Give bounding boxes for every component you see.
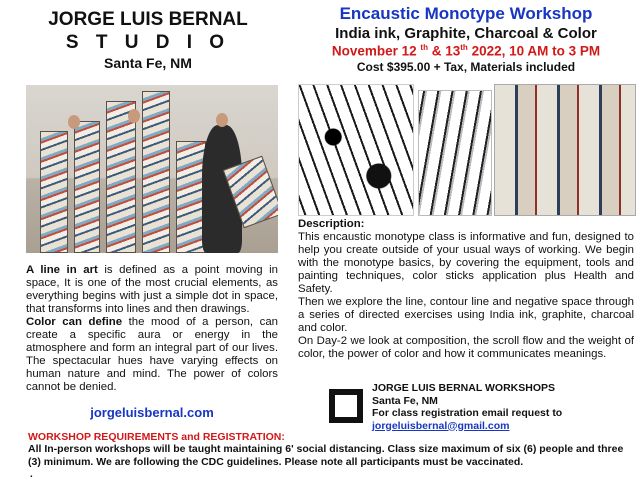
website-link[interactable]: jorgeluisbernal.com bbox=[90, 405, 214, 420]
date-sup2: th bbox=[460, 43, 468, 52]
studio-name-line1: JORGE LUIS BERNAL bbox=[48, 9, 248, 30]
date-part2: & 13 bbox=[427, 43, 461, 59]
workshop-media: India ink, Graphite, Charcoal & Color bbox=[335, 25, 597, 42]
line-definition bbox=[26, 264, 278, 316]
requirements-text: All In-person workshops will be taught maintaining 6' social distancing. Class size maximum of six (6) people and three (3) minimum. We are following the CDC guidelines. Please note all participants must be vaccinated. bbox=[28, 443, 624, 468]
studio-name bbox=[20, 8, 276, 54]
color-definition bbox=[26, 316, 278, 394]
frame-logo-icon bbox=[329, 389, 363, 423]
workshop-cost: Cost $395.00 + Tax, Materials included bbox=[356, 60, 576, 74]
date-sup1: th bbox=[420, 43, 428, 52]
contact-email-link[interactable]: jorgeluisbernal@gmail.com bbox=[372, 419, 510, 432]
contact-title: JORGE LUIS BERNAL WORKSHOPS bbox=[372, 382, 555, 394]
color-lead: Color can define bbox=[26, 316, 123, 328]
date-part1: November 12 bbox=[331, 43, 417, 59]
description-para2: Then we explore the line, contour line and negative space through a series of directed exercises using India ink, graphite, charcoal and color. bbox=[298, 296, 634, 334]
description-heading: Description: bbox=[298, 218, 365, 230]
color-body: the mood of a person, can create a specific aura or energy in the atmosphere and form an integral part of our lives. The spectacular hues have varying effects on human nature and mind. The power of colors cannot be denied. bbox=[26, 316, 278, 393]
trailing-dot: . bbox=[30, 469, 33, 480]
workshop-title: Encaustic Monotype Workshop bbox=[339, 4, 593, 23]
workshop-date bbox=[298, 43, 634, 59]
contact-note: For class registration email request to bbox=[372, 407, 563, 419]
contact-block bbox=[372, 382, 634, 432]
artwork-scrolls-photo bbox=[494, 84, 636, 216]
contact-location: Santa Fe, NM bbox=[372, 394, 438, 407]
artwork-graphite-sample bbox=[418, 90, 492, 216]
studio-group-photo bbox=[26, 85, 278, 253]
line-body: is defined as a point moving in space, It is one of the most crucial elements, as everything begins with just a simple dot in space, that transforms into lines and then drawings. bbox=[26, 264, 279, 315]
description-para3: On Day-2 we look at composition, the scroll flow and the weight of color, the power of color and how it communicates meanings. bbox=[298, 335, 634, 360]
art-definitions bbox=[26, 264, 278, 394]
artwork-ink-sample bbox=[298, 84, 414, 216]
description-para1: This encaustic monotype class is informative and fun, designed to help you create outside of your usual ways of working. We begin with the monotype basics, by covering the equipment, tools and painting techniques, color sticks application plus Health and Safety. bbox=[298, 231, 634, 295]
studio-location: Santa Fe, NM bbox=[104, 55, 192, 71]
line-lead: A line in art bbox=[26, 264, 98, 276]
requirements-title: WORKSHOP REQUIREMENTS and REGISTRATION: bbox=[28, 431, 285, 443]
studio-name-line2: S T U D I O bbox=[65, 32, 231, 53]
date-part3: 2022, 10 AM to 3 PM bbox=[467, 43, 601, 59]
description-block bbox=[298, 218, 634, 361]
